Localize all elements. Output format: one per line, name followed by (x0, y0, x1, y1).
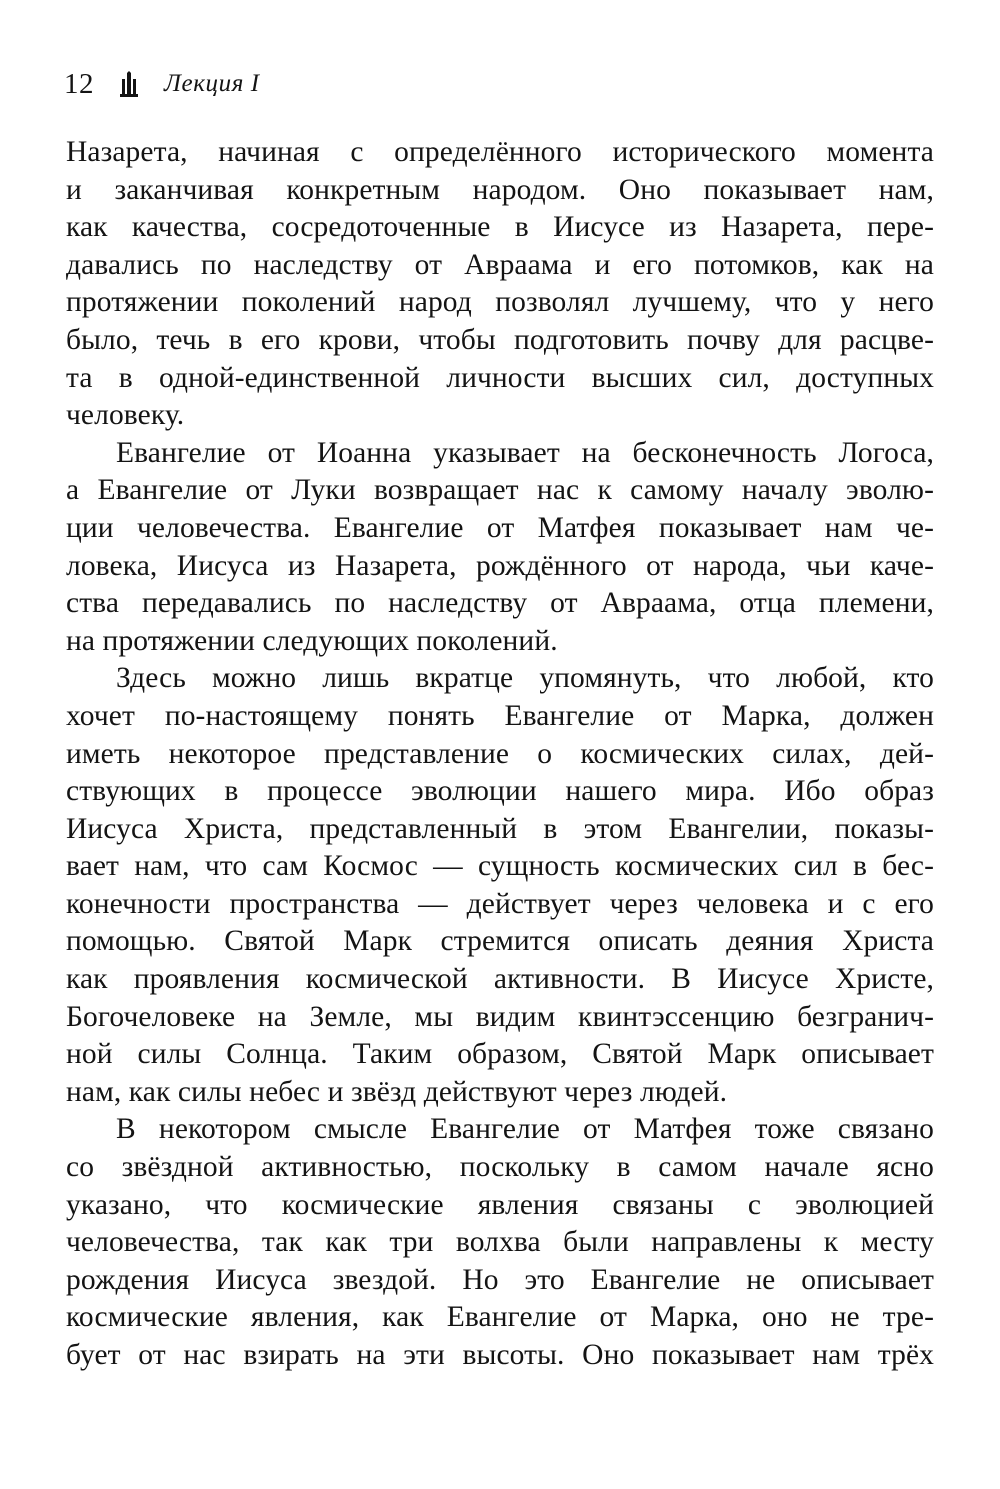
text-line: протяжении поколений народ позволял лучшему, что у него (66, 286, 934, 319)
text-line: бует от нас взирать на эти высоты. Оно показывает нам трёх (66, 1339, 934, 1371)
paragraph (66, 1111, 934, 1374)
text-line: помощью. Святой Марк стремится описать деяния Христа (66, 925, 934, 958)
running-head (64, 66, 260, 102)
text-line: было, течь в его крови, чтобы подготовить почву для расцве- (66, 323, 934, 356)
text-line: рождения Иисуса звездой. Но это Евангелие не описывает (66, 1263, 934, 1296)
text-line: та в одной-единственной личности высших сил, доступных (66, 361, 934, 394)
text-line: иметь некоторое представление о космических силах, дей- (66, 737, 934, 770)
text-line: человеку. (66, 399, 185, 432)
text-line: Иисуса Христа, представленный в этом Евангелии, показы- (66, 812, 934, 845)
text-line: конечности пространства — действует через человека и с его (66, 887, 934, 920)
text-line: человечества, так как три волхва были направлены к месту (66, 1226, 934, 1259)
text-body (66, 134, 934, 1375)
text-line: на протяжении следующих поколений. (66, 624, 558, 657)
text-line: В некотором смысле Евангелие от Матфея тоже связано (116, 1113, 934, 1146)
text-line: Евангелие от Иоанна указывает на бесконечность Логоса, (116, 436, 934, 469)
text-line: ствующих в процессе эволюции нашего мира. Ибо образ (66, 775, 934, 808)
text-line: указано, что космические явления связаны с эволюцией (66, 1188, 934, 1221)
text-line: а Евангелие от Луки возвращает нас к самому началу эволю- (66, 474, 934, 507)
text-line: давались по наследству от Авраама и его потомков, как на (66, 248, 934, 281)
text-line: ловека, Иисуса из Назарета, рождённого от народа, чьи каче- (66, 549, 934, 582)
text-line: как качества, сосредоточенные в Иисусе из Назарета, пере- (66, 211, 934, 244)
text-line: космические явления, как Евангелие от Марка, оно не тре- (66, 1301, 934, 1334)
lecture-title: Лекция I (164, 70, 260, 97)
page-number: 12 (64, 67, 94, 100)
text-line: Здесь можно лишь вкратце упомянуть, что любой, кто (116, 662, 934, 695)
paragraph (66, 134, 934, 435)
text-line: вает нам, что сам Космос — сущность космических сил в бес- (66, 850, 934, 883)
text-line: нам, как силы небес и звёзд действуют через людей. (66, 1075, 728, 1108)
text-line: ции человечества. Евангелие от Матфея показывает нам че- (66, 511, 934, 544)
text-line: со звёздной активностью, поскольку в самом начале ясно (66, 1151, 934, 1184)
text-line: хочет по-настоящему понять Евангелие от Марка, должен (66, 699, 934, 732)
text-line: и заканчивая конкретным народом. Оно показывает нам, (66, 173, 934, 206)
tower-ornament-icon (120, 71, 138, 97)
text-line: Назарета, начиная с определённого исторического момента (66, 136, 934, 168)
text-line: как проявления космической активности. В Иисусе Христе, (66, 963, 934, 996)
text-line: Богочеловеке на Земле, мы видим квинтэссенцию безгранич- (66, 1000, 934, 1033)
text-line: ной силы Солнца. Таким образом, Святой Марк описывает (66, 1038, 934, 1071)
paragraph (66, 435, 934, 661)
paragraph (66, 660, 934, 1111)
text-line: ства передавались по наследству от Авраама, отца племени, (66, 587, 934, 620)
